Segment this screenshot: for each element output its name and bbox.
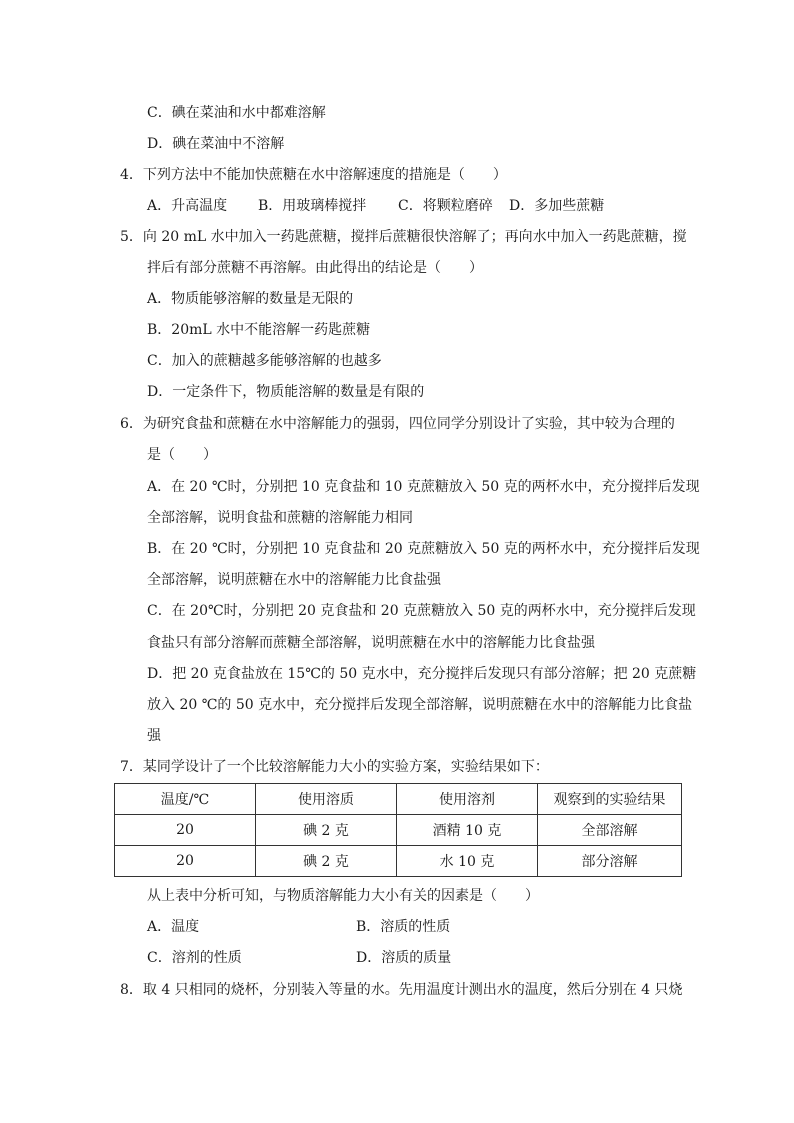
- q7-option-b: B．溶质的性质: [356, 919, 451, 935]
- q6-option-b-line2: 全部溶解，说明蔗糖在水中的溶解能力比食盐强: [147, 572, 441, 588]
- table-header-cell: 温度/℃: [115, 784, 256, 815]
- q4-option-a: A．升高温度: [147, 198, 228, 214]
- q6-option-c-line2: 食盐只有部分溶解而蔗糖全部溶解，说明蔗糖在水中的溶解能力比食盐强: [147, 635, 595, 651]
- q3-option-d: D．碘在菜油中不溶解: [147, 136, 285, 152]
- q4-options: [147, 196, 604, 216]
- q4-option-c: C．将颗粒磨碎: [398, 198, 493, 214]
- q7-stem: 7．某同学设计了一个比较溶解能力大小的实验方案，实验结果如下：: [120, 759, 549, 775]
- q6-option-d-line3: 强: [147, 728, 161, 744]
- q7-option-d: D．溶质的质量: [356, 950, 452, 966]
- table-cell: 酒精 10 克: [397, 815, 538, 846]
- q6-option-d-line2: 放入 20 ℃的 50 克水中，充分搅拌后发现全部溶解，说明蔗糖在水中的溶解能力比食盐: [147, 697, 693, 713]
- q5-option-a: A．物质能够溶解的数量是无限的: [147, 291, 354, 307]
- q7-question: 从上表中分析可知，与物质溶解能力大小有关的因素是（ ）: [147, 888, 539, 904]
- table-cell: 部分溶解: [538, 846, 682, 877]
- q5-option-b: B．20mL 水中不能溶解一药匙蔗糖: [147, 322, 371, 338]
- table-header-cell: 使用溶剂: [397, 784, 538, 815]
- q6-option-d-line1: D．把 20 克食盐放在 15℃的 50 克水中，充分搅拌后发现只有部分溶解；把 20 克蔗糖: [147, 666, 697, 682]
- q5-option-d: D．一定条件下，物质能溶解的数量是有限的: [147, 384, 425, 400]
- q7-option-a: A．温度: [147, 919, 200, 935]
- q7-options-row2: [147, 948, 451, 968]
- q6-stem-line2: 是（ ）: [147, 447, 217, 463]
- table-cell: 水 10 克: [397, 846, 538, 877]
- table-header-row: [115, 784, 682, 815]
- q5-option-c: C．加入的蔗糖越多能够溶解的也越多: [147, 353, 382, 369]
- q6-stem-line1: 6．为研究食盐和蔗糖在水中溶解能力的强弱，四位同学分别设计了实验，其中较为合理的: [120, 416, 675, 432]
- q7-results-table: [114, 783, 682, 877]
- table-header-cell: 使用溶质: [256, 784, 397, 815]
- q6-option-a-line2: 全部溶解，说明食盐和蔗糖的溶解能力相同: [147, 510, 413, 526]
- table-cell: 20: [115, 815, 256, 846]
- table-header-cell: 观察到的实验结果: [538, 784, 682, 815]
- q3-option-c: C．碘在菜油和水中都难溶解: [147, 105, 326, 121]
- q4-option-b: B．用玻璃棒搅拌: [258, 198, 367, 214]
- q6-option-b-line1: B．在 20 ℃时，分别把 10 克食盐和 20 克蔗糖放入 50 克的两杯水中，充分搅拌后发现: [147, 541, 700, 557]
- table-cell: 20: [115, 846, 256, 877]
- q7-option-c: C．溶剂的性质: [147, 950, 242, 966]
- q6-option-c-line1: C．在 20℃时，分别把 20 克食盐和 20 克蔗糖放入 50 克的两杯水中，充分搅拌后发现: [147, 603, 696, 619]
- q5-stem-line2: 拌后有部分蔗糖不再溶解。由此得出的结论是（ ）: [147, 260, 483, 276]
- q5-stem-line1: 5．向 20 mL 水中加入一药匙蔗糖，搅拌后蔗糖很快溶解了；再向水中加入一药匙蔗糖，搅: [120, 229, 687, 245]
- q6-option-a-line1: A．在 20 ℃时，分别把 10 克食盐和 10 克蔗糖放入 50 克的两杯水中，充分搅拌后发现: [147, 479, 700, 495]
- q4-option-d: D．多加些蔗糖: [509, 198, 605, 214]
- table-cell: 碘 2 克: [256, 815, 397, 846]
- table-row: [115, 846, 682, 877]
- table-cell: 全部溶解: [538, 815, 682, 846]
- q8-stem-line1: 8．取 4 只相同的烧杯，分别装入等量的水。先用温度计测出水的温度，然后分别在 4 只烧: [120, 982, 683, 998]
- q4-stem: 4．下列方法中不能加快蔗糖在水中溶解速度的措施是（ ）: [120, 167, 507, 183]
- table-row: [115, 815, 682, 846]
- table-cell: 碘 2 克: [256, 846, 397, 877]
- q7-options-row1: [147, 917, 450, 937]
